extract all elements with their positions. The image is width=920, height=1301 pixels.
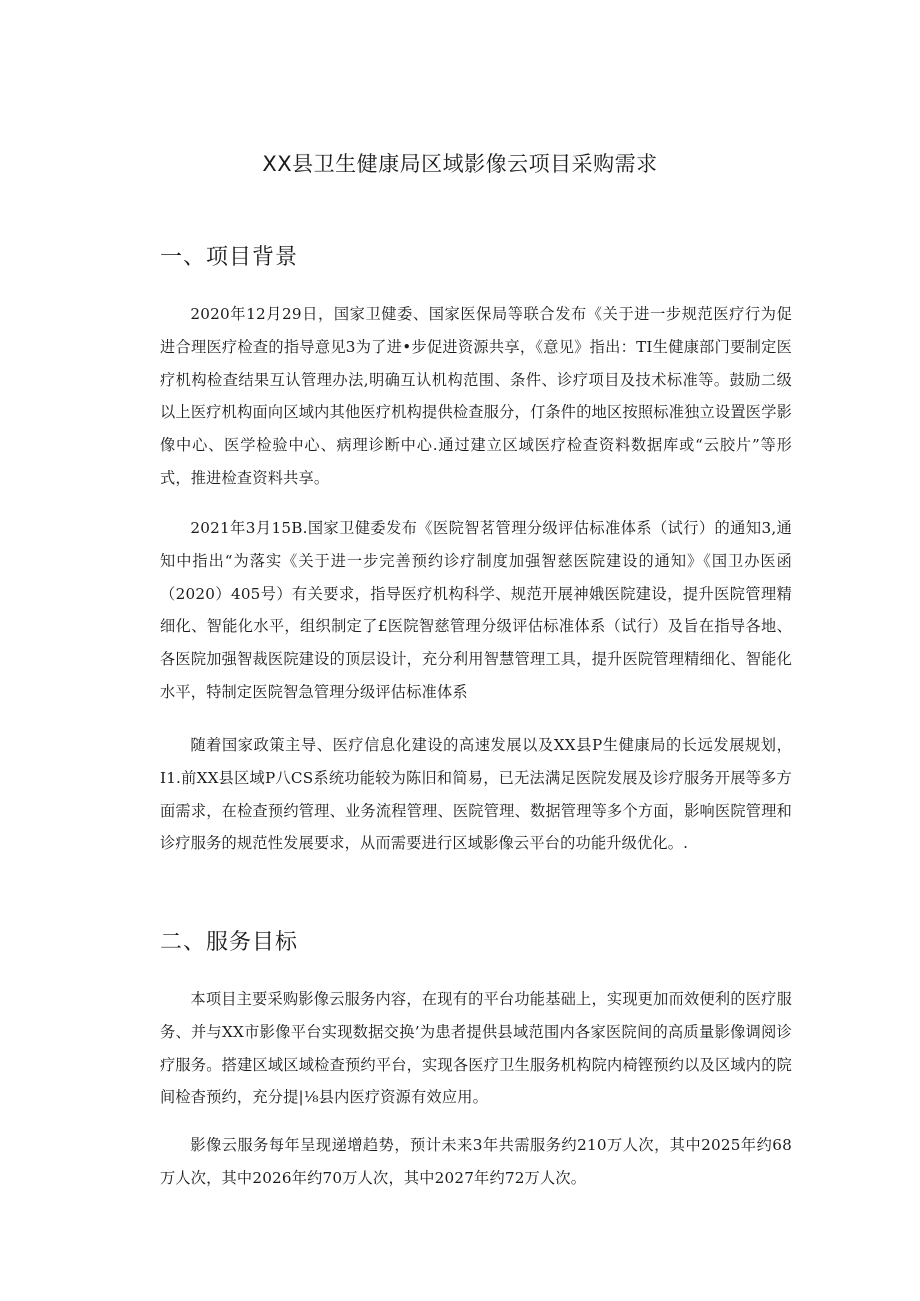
paragraph: 影像云服务每年呈现递增趋势，预计未来3年共需服务约210万人次，其中2025年约68万人次，其中2026年约70万人次，其中2027年约72万人次。: [160, 1136, 792, 1187]
paragraph: 本项目主要采购影像云服务内容，在现有的平台功能基础上，实现更加而效便利的医疗服务、并与XX市影像平台实现数据交换’为患者提供县域范围内各家医院间的高质量影像调阅诊疗服务。搭建区域区域检查预约平台，实现各医疗卫生服务机构院内椅铿预约以及区域内的院间检杳预约，充分提|⅛县内医疗资源有效应用。: [160, 990, 792, 1107]
paragraph: 随着国家政策主导、医疗信息化建设的高速发展以及XX县P生健康局的长远发展规划，I1.前XX县区域P八CS系统功能较为陈旧和简易，已无法满足医院发展及诊疗服务开展等多方面需求，在检查预约管理、业务流程管理、医院管理、数据管理等多个方面，影响医院管理和诊疗服务的规范性发展要求，从而需要进行区域影像云平台的功能升级优化。.: [160, 736, 792, 853]
document-title: XX县卫生健康局区域影像云项目采购需求: [262, 152, 658, 176]
section-heading-service-goals: 二、服务目标: [160, 930, 299, 955]
section-heading-background: 一、项目背景: [160, 245, 299, 270]
paragraph: 2021年3月15B.国家卫健委发布《医院智茗管理分级评估标准体系（试行）的通知3,通知中指出“为落实《关于进一步完善预约诊疗制度加强智慈医院建设的通知》《国卫办医函（2020）405号）有关要求，指导医疗机构科学、规范开展神娥医院建设，提升医院管理精细化、智能化水平，组织制定了£医院智慈管理分级评估标准体系（试行）及旨在指导各地、各医院加强智裁医院建设的顶层设计，充分利用智慧管理工具，提升医院管理精细化、智能化水平，特制定医院智急管理分级评估标准体系: [160, 519, 792, 701]
paragraph: 2020年12月29日，国家卫健委、国家医保局等联合发布《关于进一步规范医疗行为促进合理医疗检查的指导意见3为了进•步促进资源共享，《意见》指出：TI生健康部门要制定医疗机构检查结果互认管理办法,明确互认机构范围、条件、诊疗项目及技术标准等。鼓励二级以上医疗机构面向区域内其他医疗机构提供检查服分，仃条件的地区按照标准独立设置医学影像中心、医学检验中心、病理诊断中心.通过建立区域医疗检查资料数据库或“云胶片”等形式，推进检查资料共享。: [160, 305, 792, 487]
